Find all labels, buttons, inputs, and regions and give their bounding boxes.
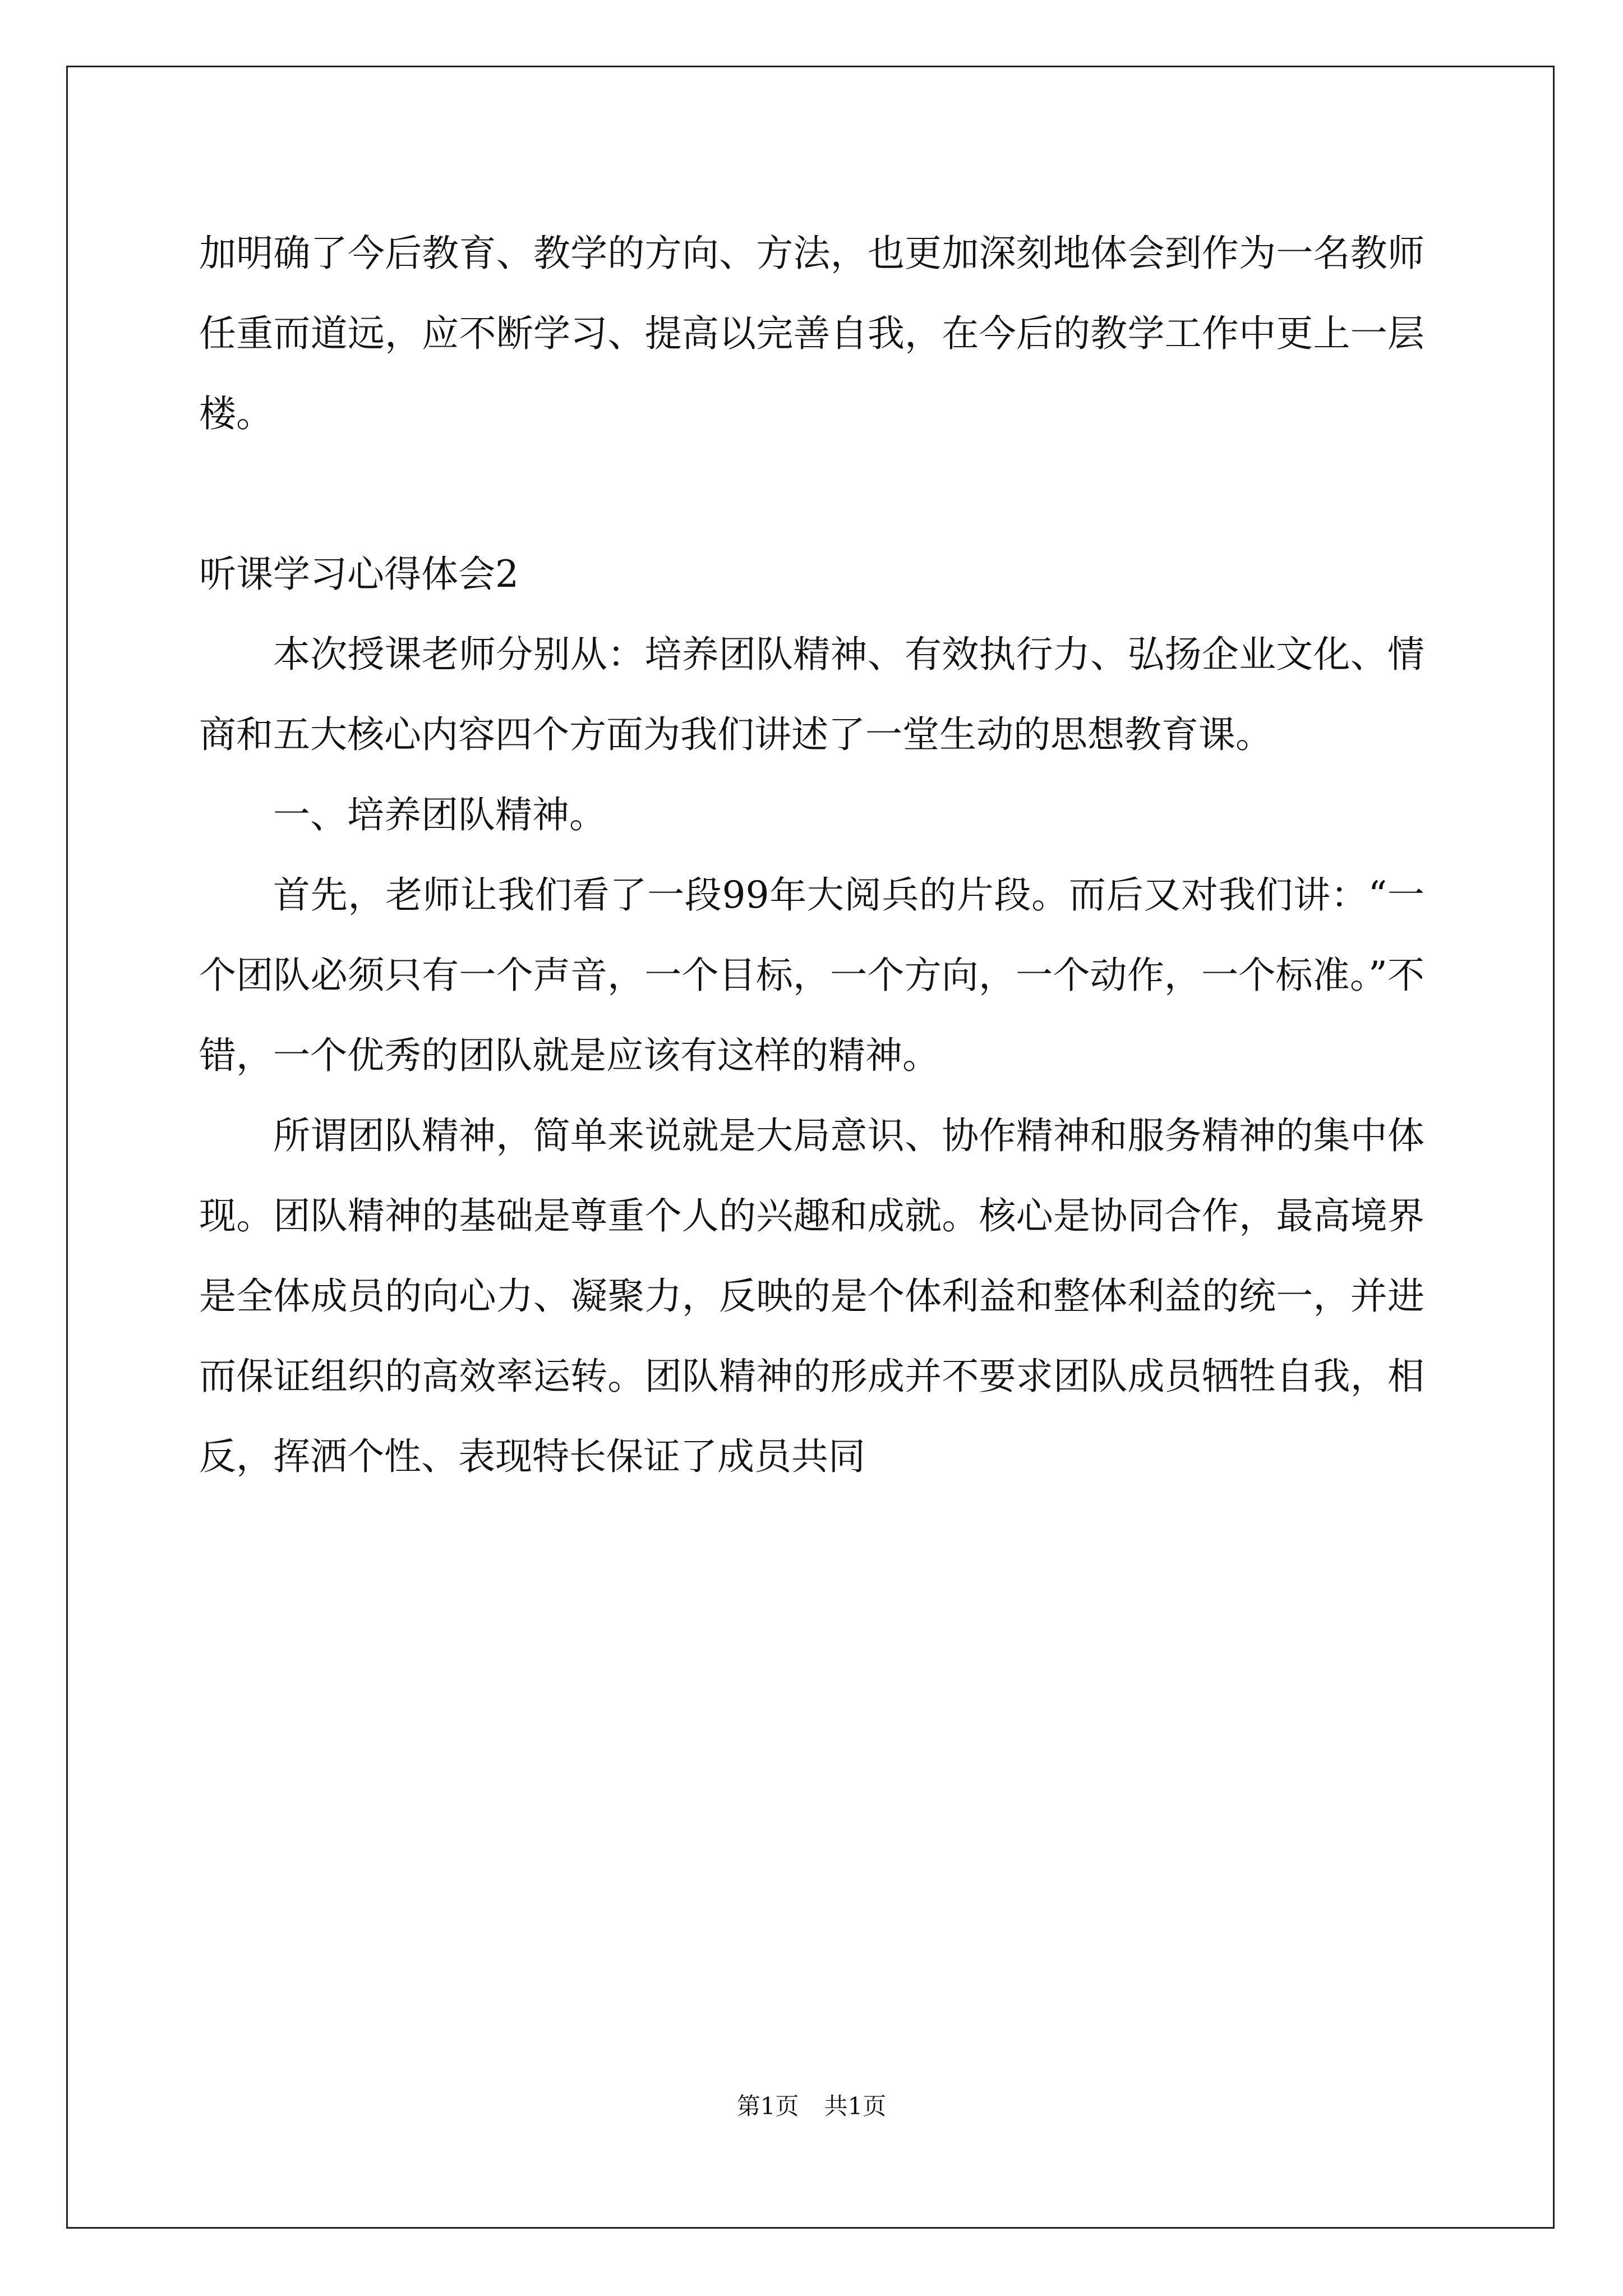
page-footer xyxy=(0,2090,1623,2123)
subheading-team-spirit: 一、培养团队精神。 xyxy=(273,793,606,836)
paragraph-parade: 首先，老师让我们看了一段99年大阅兵的片段。而后又对我们讲：“一个团队必须只有一个声音，一个目标，一个方向，一个动作，一个标准。”不错，一个优秀的团队就是应该有这样的精神。 xyxy=(199,873,1424,1077)
paragraph-continuation: 加明确了今后教育、教学的方向、方法，也更加深刻地体会到作为一名教师任重而道远，应不断学习、提高以完善自我，在今后的教学工作中更上一层楼。 xyxy=(199,232,1424,435)
document-body xyxy=(199,213,1424,1497)
paragraph-intro: 本次授课老师分别从：培养团队精神、有效执行力、弘扬企业文化、情商和五大核心内容四个方面为我们讲述了一堂生动的思想教育课。 xyxy=(199,633,1424,756)
page-number: 第1页 xyxy=(736,2092,799,2120)
paragraph-team-spirit-definition: 所谓团队精神，简单来说就是大局意识、协作精神和服务精神的集中体现。团队精神的基础是尊重个人的兴趣和成就。核心是协同合作，最高境界是全体成员的向心力、凝聚力，反映的是个体利益和整体利益的统一，并进而保证组织的高效率运转。团队精神的形成并不要求团队成员牺牲自我，相反，挥洒个性、表现特长保证了成员共同 xyxy=(199,1114,1424,1478)
section-heading: 听课学习心得体会2 xyxy=(199,553,519,596)
page-total: 共1页 xyxy=(824,2092,887,2120)
